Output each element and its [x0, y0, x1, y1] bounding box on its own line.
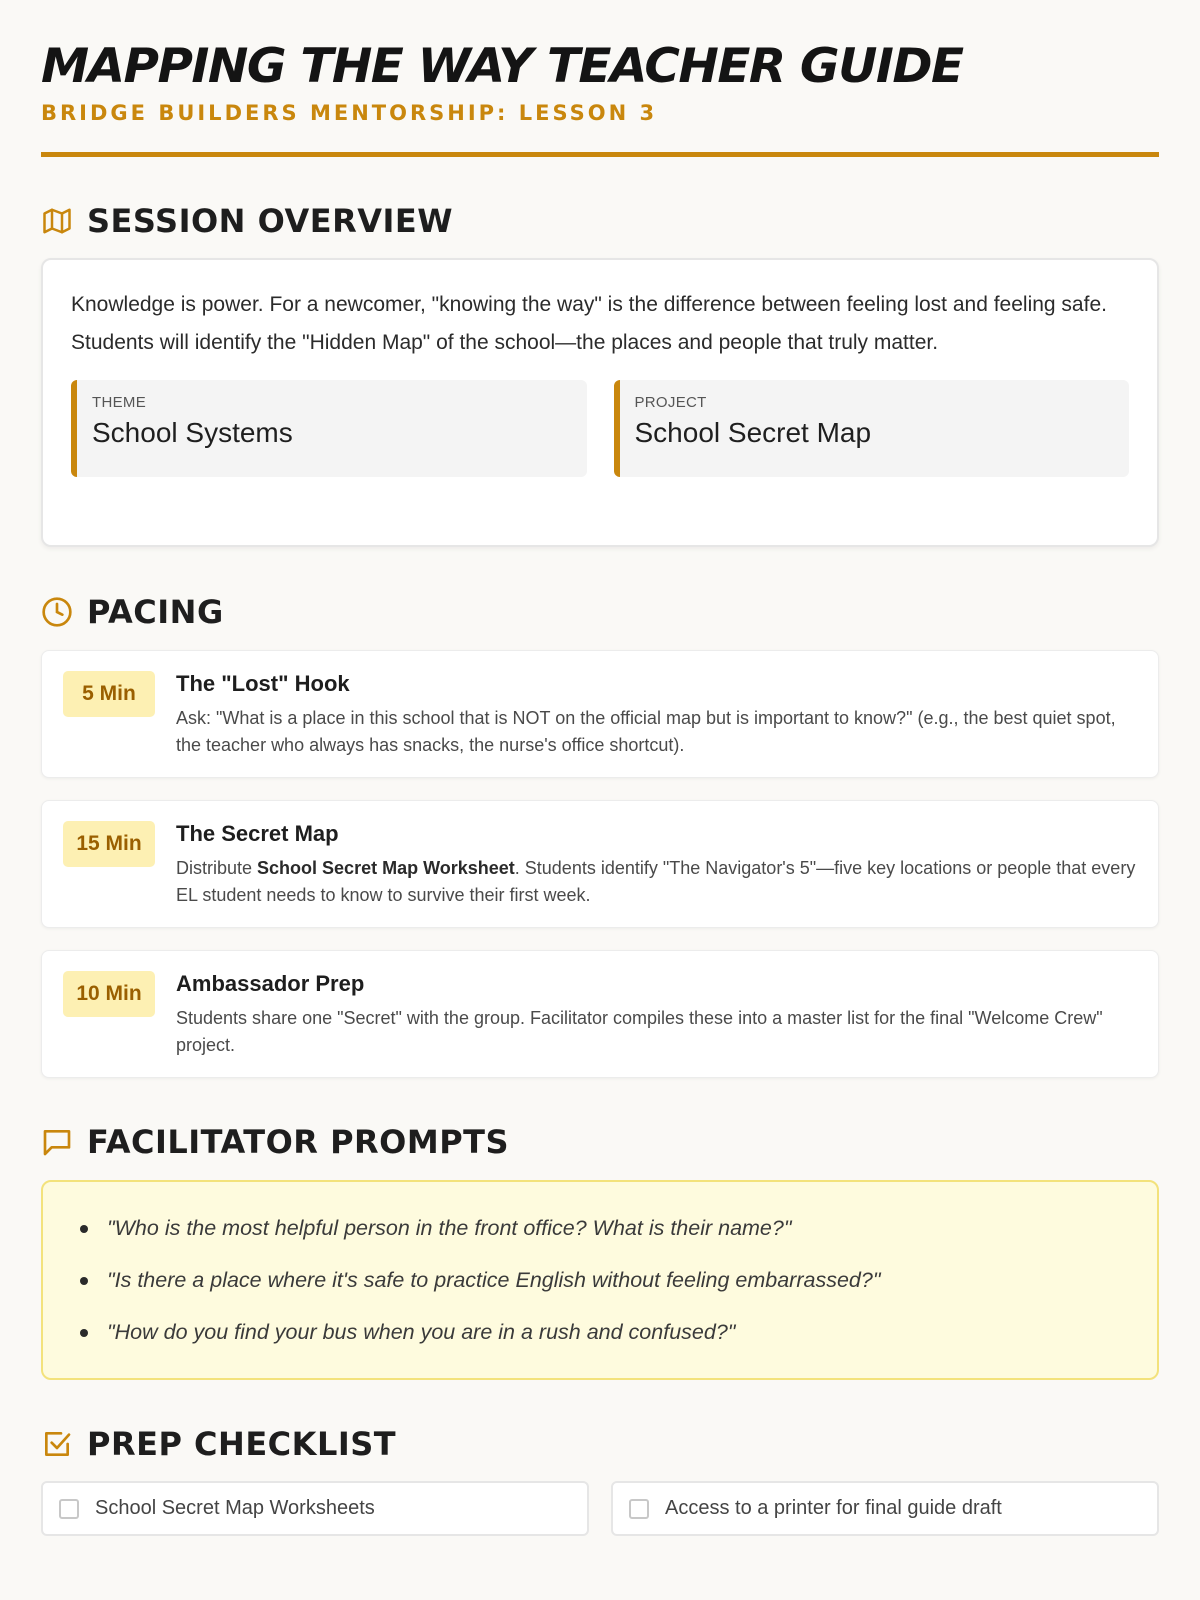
pacing-item-desc [176, 855, 1138, 909]
desc-text: Distribute [176, 858, 258, 878]
overview-text: Knowledge is power. For a newcomer, "knowing the way" is the difference between feeling lost and feeling safe. Students will identify the "Hidden Map" of the school—the places and people that truly matter. [71, 293, 1107, 354]
pacing-item-title: The Secret Map [176, 821, 339, 846]
checklist-label: School Secret Map Worksheets [95, 1497, 375, 1519]
project-value: School Secret Map [634, 417, 872, 448]
desc-text: . Students identify "The Navigator's 5"—five key locations or people that every EL student needs to know to survive their first week. [176, 858, 1136, 905]
prompts-list [77, 1206, 1127, 1362]
map-icon [41, 205, 73, 237]
theme-label: THEME [92, 394, 146, 411]
duration-badge: 10 Min [63, 971, 155, 1017]
speech-bubble-icon [41, 1126, 73, 1158]
section-heading-pacing [41, 590, 224, 634]
project-box [614, 380, 1130, 477]
checkbox[interactable] [59, 1499, 79, 1519]
theme-box [71, 380, 587, 477]
checklist-row [41, 1481, 1159, 1536]
prompt-item: "Who is the most helpful person in the front office? What is their name?" [77, 1206, 1127, 1258]
section-title: PACING [87, 593, 224, 631]
pacing-item-desc: Ask: "What is a place in this school that is NOT on the official map but is important to know?" (e.g., the best quiet spot, the teacher who always has snacks, the nurse's office shortcut). [176, 708, 1116, 755]
project-label: PROJECT [634, 394, 707, 411]
prompt-item: "Is there a place where it's safe to practice English without feeling embarrassed?" [77, 1258, 1127, 1310]
worksheet-name: School Secret Map Worksheet [257, 858, 515, 878]
overview-meta-row [71, 380, 1129, 477]
clock-icon [41, 596, 73, 628]
checklist-item-printer[interactable] [611, 1481, 1159, 1536]
page-subtitle: BRIDGE BUILDERS MENTORSHIP: LESSON 3 [41, 101, 658, 125]
theme-value: School Systems [92, 417, 293, 448]
header-divider [41, 152, 1159, 157]
pacing-item-ambassador [41, 950, 1159, 1078]
page-title: MAPPING THE WAY TEACHER GUIDE [41, 39, 963, 94]
duration-badge: 5 Min [63, 671, 155, 717]
pacing-item-desc: Students share one "Secret" with the group. Facilitator compiles these into a master list for the final "Welcome Crew" project. [176, 1008, 1103, 1055]
section-title: FACILITATOR PROMPTS [87, 1123, 510, 1161]
prompts-box [41, 1180, 1159, 1380]
overview-card [41, 258, 1159, 547]
section-heading-prompts [41, 1120, 509, 1164]
pacing-item-hook [41, 650, 1159, 778]
section-heading-overview [41, 199, 453, 243]
checklist-label: Access to a printer for final guide draft [665, 1497, 1002, 1519]
prompt-item: "How do you find your bus when you are in a rush and confused?" [77, 1310, 1127, 1362]
pacing-item-title: Ambassador Prep [176, 971, 365, 996]
checkbox[interactable] [629, 1499, 649, 1519]
pacing-item-secret-map [41, 800, 1159, 928]
section-title: SESSION OVERVIEW [87, 202, 454, 240]
checklist-item-worksheets[interactable] [41, 1481, 589, 1536]
section-title: PREP CHECKLIST [87, 1425, 397, 1463]
pacing-item-title: The "Lost" Hook [176, 671, 350, 696]
checkbox-icon [41, 1428, 73, 1460]
section-heading-checklist [41, 1422, 396, 1466]
duration-badge: 15 Min [63, 821, 155, 867]
